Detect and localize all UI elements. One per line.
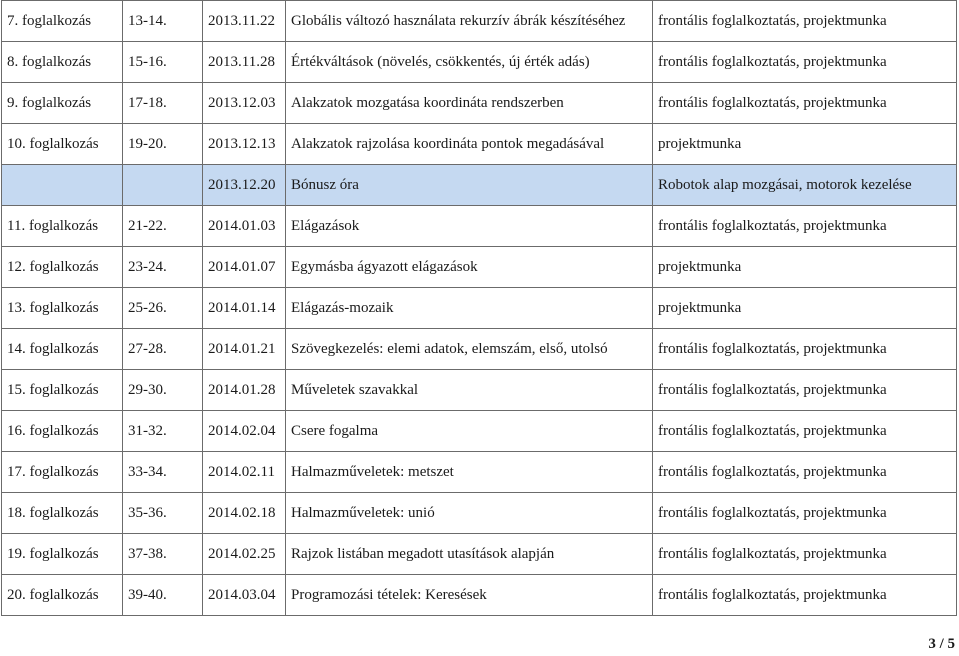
topic-cell: Értékváltások (növelés, csökkentés, új érték adás) bbox=[286, 42, 653, 83]
date-cell: 2014.02.04 bbox=[203, 411, 286, 452]
date-cell: 2013.12.20 bbox=[203, 165, 286, 206]
method-cell: frontális foglalkoztatás, projektmunka bbox=[653, 329, 957, 370]
date-cell: 2014.01.03 bbox=[203, 206, 286, 247]
topic-cell: Globális változó használata rekurzív ábrák készítéséhez bbox=[286, 1, 653, 42]
date-cell: 2014.01.14 bbox=[203, 288, 286, 329]
schedule-table-body bbox=[2, 1, 957, 616]
table-row bbox=[2, 1, 957, 42]
method-cell: projektmunka bbox=[653, 288, 957, 329]
hours-cell: 13-14. bbox=[123, 1, 203, 42]
lesson-cell: 16. foglalkozás bbox=[2, 411, 123, 452]
date-cell: 2014.02.25 bbox=[203, 534, 286, 575]
hours-cell: 31-32. bbox=[123, 411, 203, 452]
method-cell: projektmunka bbox=[653, 124, 957, 165]
topic-cell: Halmazműveletek: metszet bbox=[286, 452, 653, 493]
lesson-cell: 18. foglalkozás bbox=[2, 493, 123, 534]
method-cell: frontális foglalkoztatás, projektmunka bbox=[653, 575, 957, 616]
lesson-cell: 13. foglalkozás bbox=[2, 288, 123, 329]
date-cell: 2014.02.11 bbox=[203, 452, 286, 493]
lesson-cell: 17. foglalkozás bbox=[2, 452, 123, 493]
method-cell: frontális foglalkoztatás, projektmunka bbox=[653, 42, 957, 83]
method-cell: frontális foglalkoztatás, projektmunka bbox=[653, 493, 957, 534]
hours-cell: 15-16. bbox=[123, 42, 203, 83]
method-cell: frontális foglalkoztatás, projektmunka bbox=[653, 370, 957, 411]
topic-cell: Elágazás-mozaik bbox=[286, 288, 653, 329]
table-row bbox=[2, 370, 957, 411]
lesson-cell: 12. foglalkozás bbox=[2, 247, 123, 288]
table-row bbox=[2, 124, 957, 165]
hours-cell: 37-38. bbox=[123, 534, 203, 575]
method-cell: frontális foglalkoztatás, projektmunka bbox=[653, 411, 957, 452]
hours-cell: 27-28. bbox=[123, 329, 203, 370]
page-number: 3 / 5 bbox=[928, 636, 955, 652]
method-cell: Robotok alap mozgásai, motorok kezelése bbox=[653, 165, 957, 206]
method-cell: frontális foglalkoztatás, projektmunka bbox=[653, 83, 957, 124]
schedule-table bbox=[1, 0, 957, 616]
lesson-cell: 9. foglalkozás bbox=[2, 83, 123, 124]
method-cell: frontális foglalkoztatás, projektmunka bbox=[653, 1, 957, 42]
method-cell: frontális foglalkoztatás, projektmunka bbox=[653, 206, 957, 247]
table-row bbox=[2, 329, 957, 370]
date-cell: 2014.03.04 bbox=[203, 575, 286, 616]
lesson-cell: 19. foglalkozás bbox=[2, 534, 123, 575]
table-row bbox=[2, 534, 957, 575]
table-row bbox=[2, 288, 957, 329]
date-cell: 2014.01.28 bbox=[203, 370, 286, 411]
table-row bbox=[2, 575, 957, 616]
method-cell: frontális foglalkoztatás, projektmunka bbox=[653, 534, 957, 575]
lesson-cell: 10. foglalkozás bbox=[2, 124, 123, 165]
method-cell: projektmunka bbox=[653, 247, 957, 288]
table-row bbox=[2, 493, 957, 534]
date-cell: 2013.12.13 bbox=[203, 124, 286, 165]
method-cell: frontális foglalkoztatás, projektmunka bbox=[653, 452, 957, 493]
hours-cell: 29-30. bbox=[123, 370, 203, 411]
hours-cell: 25-26. bbox=[123, 288, 203, 329]
topic-cell: Programozási tételek: Keresések bbox=[286, 575, 653, 616]
topic-cell: Rajzok listában megadott utasítások alapján bbox=[286, 534, 653, 575]
topic-cell: Egymásba ágyazott elágazások bbox=[286, 247, 653, 288]
table-row bbox=[2, 206, 957, 247]
hours-cell bbox=[123, 165, 203, 206]
hours-cell: 19-20. bbox=[123, 124, 203, 165]
lesson-cell: 8. foglalkozás bbox=[2, 42, 123, 83]
hours-cell: 39-40. bbox=[123, 575, 203, 616]
date-cell: 2014.01.07 bbox=[203, 247, 286, 288]
topic-cell: Alakzatok rajzolása koordináta pontok megadásával bbox=[286, 124, 653, 165]
topic-cell: Csere fogalma bbox=[286, 411, 653, 452]
topic-cell: Műveletek szavakkal bbox=[286, 370, 653, 411]
lesson-cell: 15. foglalkozás bbox=[2, 370, 123, 411]
lesson-cell bbox=[2, 165, 123, 206]
hours-cell: 21-22. bbox=[123, 206, 203, 247]
topic-cell: Elágazások bbox=[286, 206, 653, 247]
bonus-row bbox=[2, 165, 957, 206]
topic-cell: Szövegkezelés: elemi adatok, elemszám, első, utolsó bbox=[286, 329, 653, 370]
lesson-cell: 7. foglalkozás bbox=[2, 1, 123, 42]
lesson-cell: 20. foglalkozás bbox=[2, 575, 123, 616]
date-cell: 2013.11.28 bbox=[203, 42, 286, 83]
table-row bbox=[2, 247, 957, 288]
topic-cell: Bónusz óra bbox=[286, 165, 653, 206]
table-row bbox=[2, 452, 957, 493]
date-cell: 2014.02.18 bbox=[203, 493, 286, 534]
lesson-cell: 11. foglalkozás bbox=[2, 206, 123, 247]
topic-cell: Halmazműveletek: unió bbox=[286, 493, 653, 534]
date-cell: 2014.01.21 bbox=[203, 329, 286, 370]
table-row bbox=[2, 411, 957, 452]
date-cell: 2013.11.22 bbox=[203, 1, 286, 42]
table-row bbox=[2, 83, 957, 124]
hours-cell: 33-34. bbox=[123, 452, 203, 493]
date-cell: 2013.12.03 bbox=[203, 83, 286, 124]
hours-cell: 35-36. bbox=[123, 493, 203, 534]
lesson-cell: 14. foglalkozás bbox=[2, 329, 123, 370]
hours-cell: 17-18. bbox=[123, 83, 203, 124]
hours-cell: 23-24. bbox=[123, 247, 203, 288]
topic-cell: Alakzatok mozgatása koordináta rendszerben bbox=[286, 83, 653, 124]
table-row bbox=[2, 42, 957, 83]
